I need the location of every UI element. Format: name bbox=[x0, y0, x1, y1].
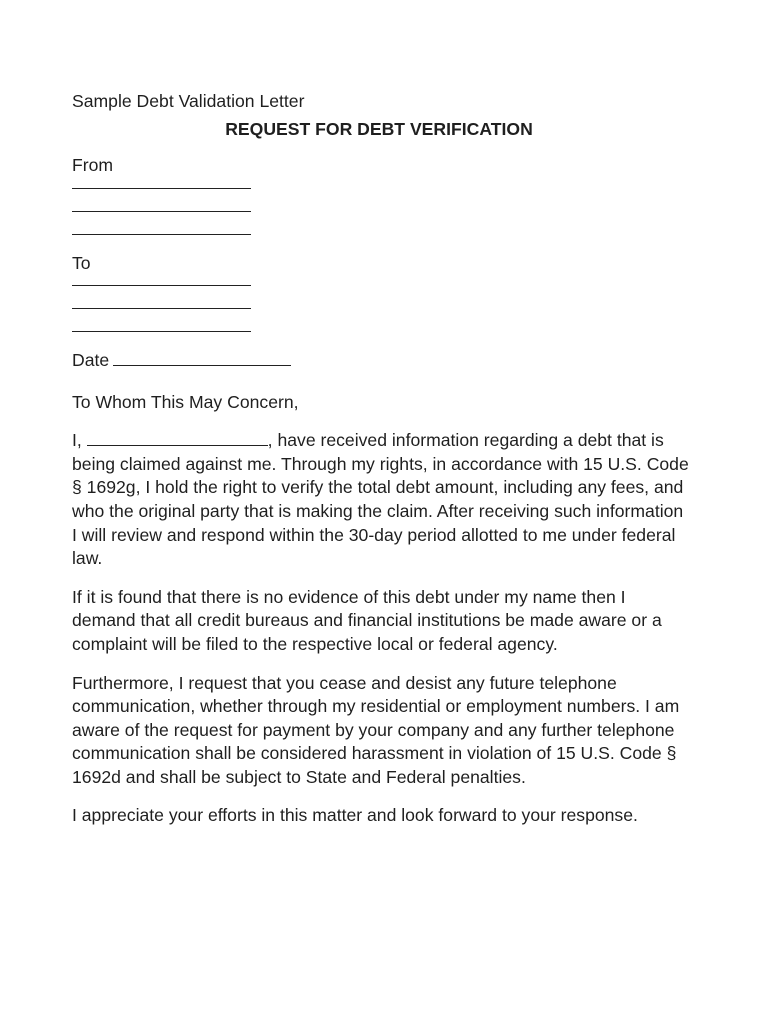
document-label: Sample Debt Validation Letter bbox=[72, 91, 305, 111]
date-row bbox=[72, 349, 692, 373]
from-blank-line-1[interactable] bbox=[72, 188, 251, 189]
paragraph-1-lead: I, bbox=[72, 430, 82, 451]
from-label: From bbox=[72, 155, 114, 176]
from-blank-line-3[interactable] bbox=[72, 234, 251, 235]
paragraph-4: I appreciate your efforts in this matter and look forward to your response. bbox=[72, 805, 638, 826]
to-blank-line-3[interactable] bbox=[72, 331, 251, 332]
paragraph-3: Furthermore, I request that you cease and desist any future telephone communication, whether through my residential or employment numbers. I am aware of the request for payment by your company and any further telephone communication shall be considered harassment in violation of 15 U.S. Code § 1692d and shall be subject to State and Federal penalties. bbox=[72, 672, 680, 787]
date-label: Date bbox=[72, 350, 110, 371]
to-blank-line-1[interactable] bbox=[72, 285, 251, 286]
paragraph-2: If it is found that there is no evidence of this debt under my name then I demand that all credit bureaus and financial institutions be made aware or a complaint will be filed to the respective local or federal agency. bbox=[72, 586, 662, 654]
from-blank-line-2[interactable] bbox=[72, 211, 251, 212]
date-blank[interactable] bbox=[113, 349, 291, 366]
to-label: To bbox=[72, 252, 91, 273]
letter-title: REQUEST FOR DEBT VERIFICATION bbox=[225, 118, 533, 139]
name-blank[interactable] bbox=[87, 429, 268, 446]
letter-page bbox=[72, 90, 692, 828]
paragraph-1-body: , have received information regarding a debt that is being claimed against me. Through my rights, in accordance with 15 U.S. Code § 1692g, I hold the right to verify the total debt amount, including any fees, and who the original party that is making the claim. After receiving such information I will review and respond within the 30-day period allotted to me under federal law. bbox=[72, 430, 689, 569]
paragraph-1 bbox=[72, 429, 692, 571]
to-blank-line-2[interactable] bbox=[72, 308, 251, 309]
salutation: To Whom This May Concern, bbox=[72, 391, 299, 412]
